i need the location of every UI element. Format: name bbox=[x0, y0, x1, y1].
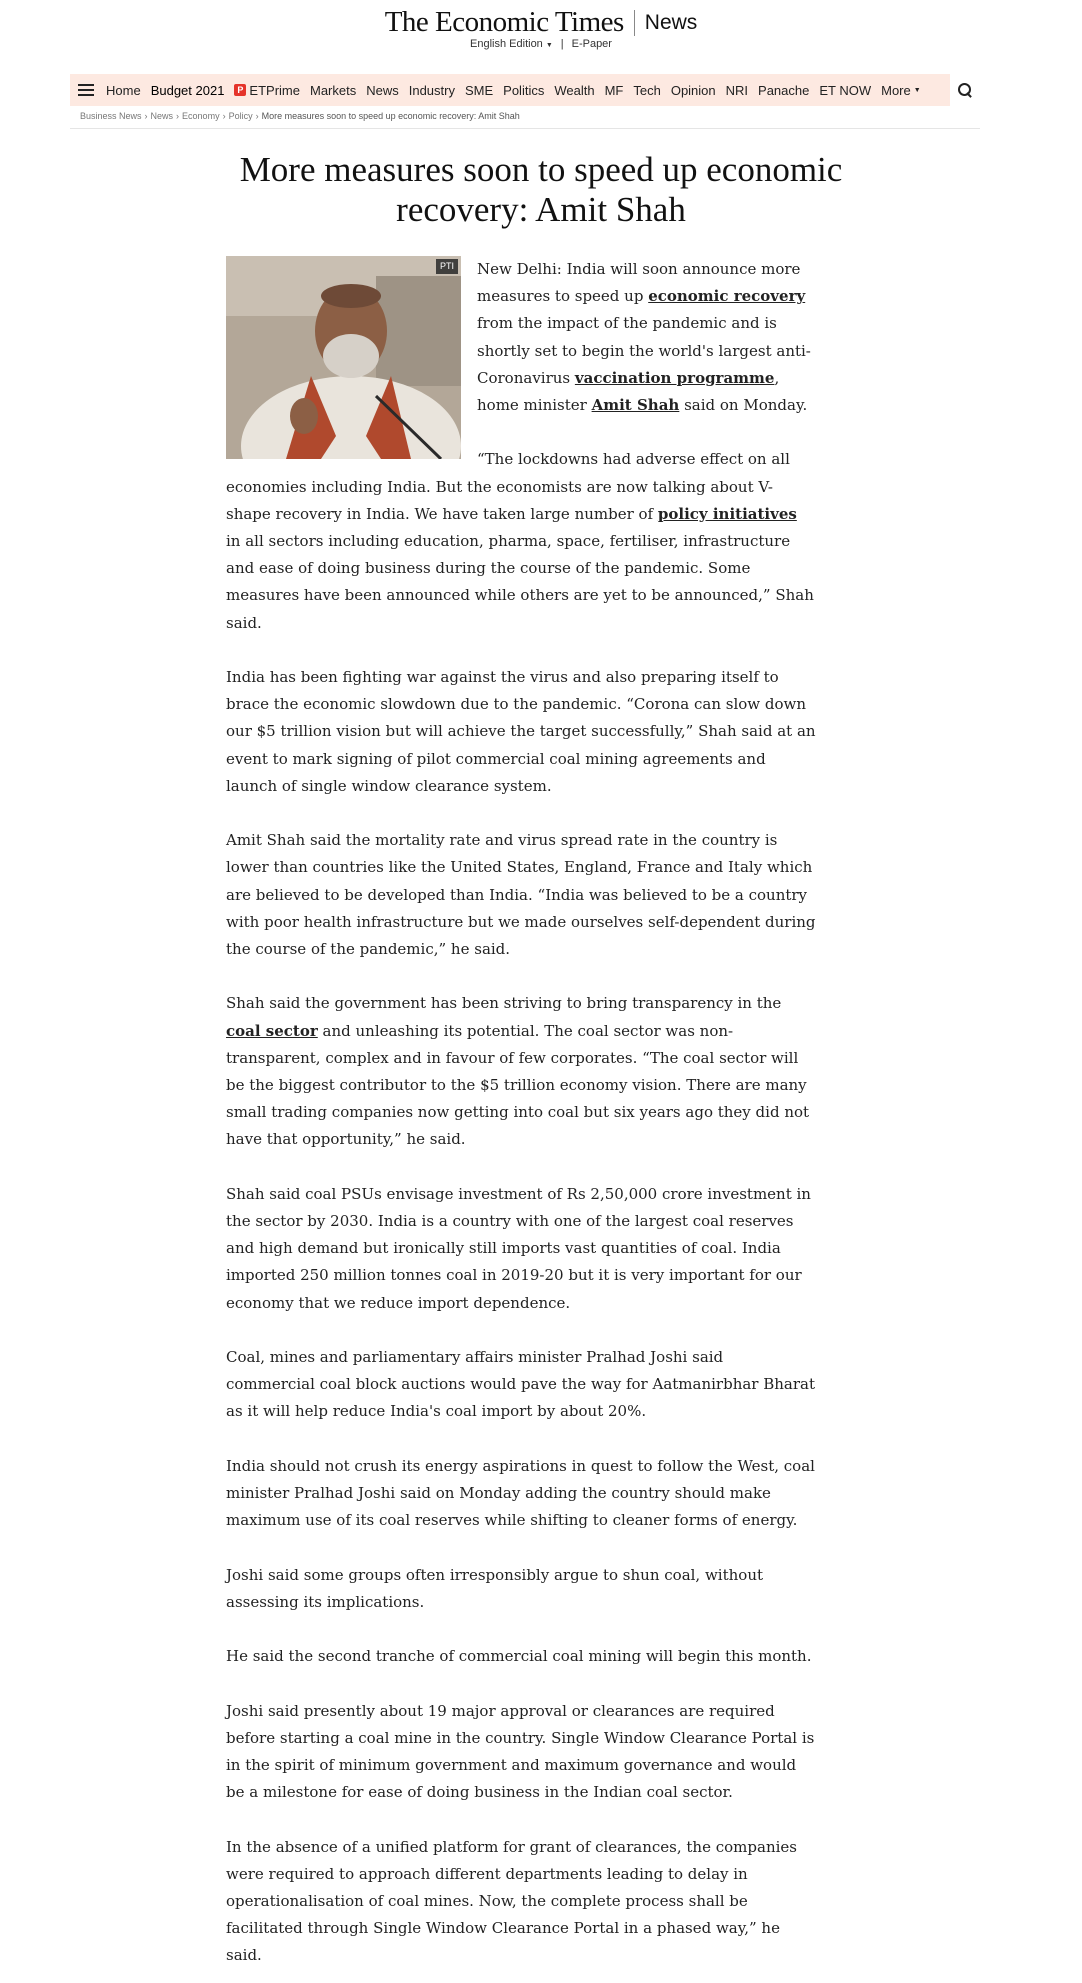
breadcrumb-separator: › bbox=[176, 111, 180, 121]
breadcrumb-business-news[interactable]: Business News bbox=[80, 111, 142, 121]
breadcrumb bbox=[80, 111, 520, 121]
nav-wealth[interactable]: Wealth bbox=[554, 82, 595, 98]
search-button[interactable] bbox=[950, 74, 980, 106]
edition-select[interactable]: English Edition ▼ bbox=[470, 38, 553, 50]
nav-markets[interactable]: Markets bbox=[309, 82, 357, 98]
logo-row bbox=[0, 6, 1082, 39]
chevron-down-icon: ▼ bbox=[913, 86, 921, 94]
nav-tech[interactable]: Tech bbox=[633, 82, 661, 98]
nav-et-now[interactable]: ET NOW bbox=[819, 82, 872, 98]
link-policy-initiatives[interactable]: policy initiatives bbox=[657, 504, 797, 523]
breadcrumb-separator: › bbox=[222, 111, 226, 121]
nav-opinion[interactable]: Opinion bbox=[670, 82, 716, 98]
article-body bbox=[226, 256, 816, 1983]
logo-divider bbox=[634, 10, 635, 36]
epaper-link[interactable]: E-Paper bbox=[571, 38, 612, 50]
nav-budget-2021[interactable]: Budget 2021 bbox=[150, 82, 225, 98]
link-vaccination-programme[interactable]: vaccination programme bbox=[574, 368, 775, 387]
paragraph-9: Joshi said some groups often irresponsibly argue to shun coal, without assessing its implications. bbox=[226, 1565, 764, 1611]
link-amit-shah[interactable]: Amit Shah bbox=[591, 396, 680, 415]
nav-politics[interactable]: Politics bbox=[503, 82, 545, 98]
edition-row bbox=[0, 38, 1082, 50]
nav-mf[interactable]: MF bbox=[604, 82, 624, 98]
header-divider bbox=[70, 128, 980, 129]
breadcrumb-economy[interactable]: Economy bbox=[182, 111, 220, 121]
paragraph-12: In the absence of a unified platform for grant of clearances, the companies were required to approach different departments leading to delay in operationalisation of coal mines. Now, the complete process shall be facilitated through Single Window Clearance Portal in a phased way,” he said. bbox=[226, 1837, 797, 1965]
breadcrumb-policy[interactable]: Policy bbox=[228, 111, 253, 121]
chevron-down-icon: ▼ bbox=[545, 42, 553, 49]
et-logo[interactable]: The Economic Times bbox=[384, 6, 624, 38]
paragraph-5: Shah said the government has been striving to bring transparency in the coal sector and unleashing its potential. The coal sector was non-transparent, complex and in favour of few corporates. “The coal sector will be the biggest contributor to the $5 trillion economy vision. There are many small trading companies now getting into coal but six years ago they did not have that opportunity,” he said. bbox=[226, 994, 810, 1149]
link-economic-recovery[interactable]: economic recovery bbox=[648, 287, 806, 306]
etprime-icon: P bbox=[234, 84, 246, 96]
amit-shah-photo bbox=[226, 256, 461, 459]
breadcrumb-separator: › bbox=[144, 111, 148, 121]
nav-more[interactable]: More ▼ bbox=[881, 82, 921, 98]
paragraph-1: New Delhi: India will soon announce more measures to speed up economic recovery from the impact of the pandemic and is shortly set to begin the world's largest anti-Coronavirus vaccination programme, home minister Amit Shah said on Monday. bbox=[477, 260, 811, 415]
paragraph-4: Amit Shah said the mortality rate and virus spread rate in the country is lower than countries like the United States, England, France and Italy which are believed to be developed than India. “India was believed to be a country with poor health infrastructure but we made ourselves self-dependent during the course of the pandemic,” he said. bbox=[226, 831, 816, 959]
paragraph-3: India has been fighting war against the virus and also preparing itself to brace the economic slowdown due to the pandemic. “Corona can slow down our $5 trillion vision but will achieve the target successfully,” Shah said at an event to mark signing of pilot commercial coal mining agreements and launch of single window clearance system. bbox=[226, 668, 816, 795]
image-credit: PTI bbox=[436, 259, 458, 274]
breadcrumb-current: More measures soon to speed up economic recovery: Amit Shah bbox=[261, 111, 520, 121]
nav-sme[interactable]: SME bbox=[464, 82, 494, 98]
search-icon bbox=[958, 83, 972, 97]
nav-news[interactable]: News bbox=[366, 82, 399, 98]
breadcrumb-news[interactable]: News bbox=[150, 111, 174, 121]
link-coal-sector[interactable]: coal sector bbox=[226, 1021, 318, 1040]
paragraph-11: Joshi said presently about 19 major approval or clearances are required before starting a coal mine in the country. Single Window Clearance Portal is in the spirit of minimum government and maximum governance and would be a milestone for ease of doing business in the Indian coal sector. bbox=[226, 1701, 815, 1802]
nav-industry[interactable]: Industry bbox=[408, 82, 455, 98]
breadcrumb-separator: › bbox=[255, 111, 259, 121]
nav-nri[interactable]: NRI bbox=[725, 82, 749, 98]
article-headline: More measures soon to speed up economic recovery: Amit Shah bbox=[239, 150, 843, 229]
paragraph-2: “The lockdowns had adverse effect on all economies including India. But the economists are now talking about V-shape recovery in India. We have taken large number of policy initiatives in all sectors including education, pharma, space, fertiliser, infrastructure and ease of doing business during the course of the pandemic. Some measures have been announced while others are yet to be announced,” Shah said. bbox=[226, 450, 814, 632]
masthead bbox=[0, 0, 1082, 70]
lead-image[interactable] bbox=[226, 256, 461, 459]
main-nav bbox=[70, 74, 980, 106]
paragraph-7: Coal, mines and parliamentary affairs minister Pralhad Joshi said commercial coal block auctions would pave the way for Aatmanirbhar Bharat as it will help reduce India's coal import by about 20%. bbox=[226, 1348, 815, 1421]
paragraph-6: Shah said coal PSUs envisage investment of Rs 2,50,000 crore investment in the sector by 2030. India is a country with one of the largest coal reserves and high demand but ironically still imports vast quantities of coal. India imported 250 million tonnes coal in 2019-20 but it is very important for our economy that we reduce import dependence. bbox=[226, 1184, 811, 1312]
nav-home[interactable]: Home bbox=[106, 82, 141, 98]
paragraph-8: India should not crush its energy aspirations in quest to follow the West, coal minister Pralhad Joshi said on Monday adding the country should make maximum use of its coal reserves while shifting to cleaner forms of energy. bbox=[226, 1456, 815, 1530]
hamburger-menu-icon[interactable] bbox=[78, 84, 94, 96]
paragraph-10: He said the second tranche of commercial coal mining will begin this month. bbox=[226, 1647, 812, 1666]
nav-panache[interactable]: Panache bbox=[758, 82, 810, 98]
nav-etprime[interactable]: P ETPrime bbox=[234, 83, 300, 98]
edition-divider: | bbox=[560, 38, 564, 50]
section-title[interactable]: News bbox=[644, 10, 698, 34]
